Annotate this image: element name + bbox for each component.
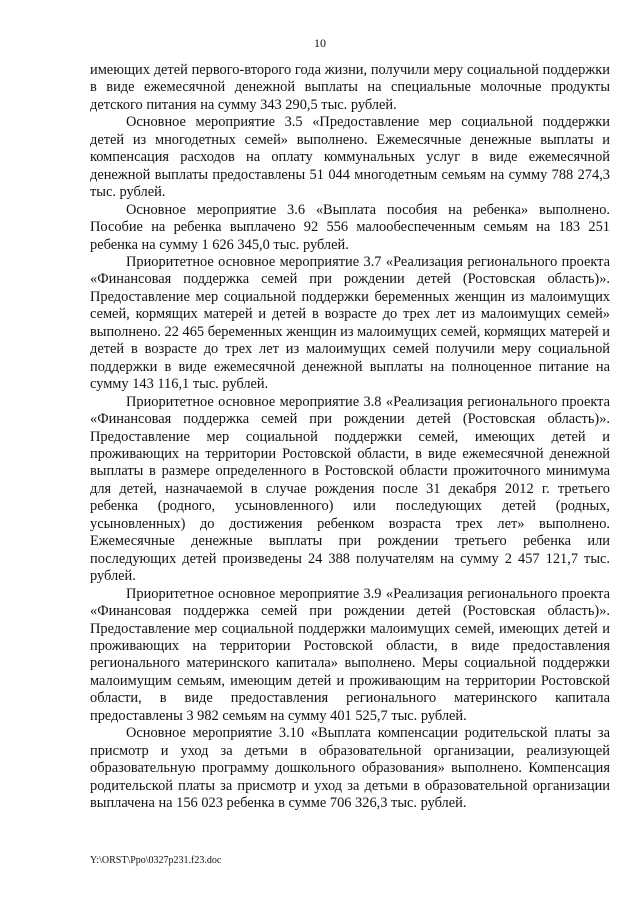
page-number: 10 [314,36,326,50]
paragraph-measure-3-7: Приоритетное основное мероприятие 3.7 «Реализация регионального проекта «Финансовая поддержка семей при рождении детей (Ростовская область)». Предоставление мер социальной поддержки беременных женщин из малоимущих семей, кормящих матерей и детей в возрасте до трех лет из малоимущих семей» выполнено. 22 465 беременных женщин из малоимущих семей, кормящих матерей и детей в возрасте до трех лет из малоимущих семей получили меру социальной поддержки в виде ежемесячной денежной выплаты на полноценное питание на сумму 143 116,1 тыс. рублей. [90,253,610,393]
paragraph-measure-3-8: Приоритетное основное мероприятие 3.8 «Реализация регионального проекта «Финансовая поддержка семей при рождении детей (Ростовская область)». Предоставление мер социальной поддержки семей, имеющих детей и проживающих на территории Ростовской области, в виде ежемесячной денежной выплаты в размере определенного в Ростовской области прожиточного минимума для детей, назначаемой в случае рождения после 31 декабря 2012 г. третьего ребенка (родного, усыновленного) или последующих детей (родных, усыновленных) до достижения ребенком возраста трех лет» выполнено. Ежемесячные денежные выплаты при рождении третьего ребенка или последующих детей произведены 24 388 получателям на сумму 2 457 121,7 тыс. рублей. [90,393,610,585]
footer-file-path: Y:\ORST\Ppo\0327p231.f23.doc [90,855,222,866]
paragraph-measure-3-9: Приоритетное основное мероприятие 3.9 «Реализация регионального проекта «Финансовая поддержка семей при рождении детей (Ростовская область)». Предоставление мер социальной поддержки малоимущих семей, имеющих детей и проживающих на территории Ростовской области, в виде предоставления регионального материнского капитала» выполнено. Меры социальной поддержки малоимущим семьям, имеющим детей и проживающим на территории Ростовской области, в виде предоставления регионального материнского капитала предоставлены 3 982 семьям на сумму 401 525,7 тыс. рублей. [90,585,610,724]
paragraph-measure-3-6: Основное мероприятие 3.6 «Выплата пособия на ребенка» выполнено. Пособие на ребенка выплачено 92 556 малообеспеченным семьям на 183 251 ребенка на сумму 1 626 345,0 тыс. рублей. [90,201,610,253]
document-body [90,62,610,812]
paragraph-continuation: имеющих детей первого-второго года жизни, получили меру социальной поддержки в виде ежемесячной денежной выплаты на специальные молочные продукты детского питания на сумму 343 290,5 тыс. рублей. [90,62,610,113]
paragraph-measure-3-10: Основное мероприятие 3.10 «Выплата компенсации родительской платы за присмотр и уход за детьми в образовательной организации, реализующей образовательную программу дошкольного образования» выполнено. Компенсация родительской платы за присмотр и уход за детьми в образовательной организации выплачена на 156 023 ребенка в сумме 706 326,3 тыс. рублей. [90,725,610,812]
paragraph-measure-3-5: Основное мероприятие 3.5 «Предоставление мер социальной поддержки детей из многодетных семей» выполнено. Ежемесячные денежные выплаты и компенсация расходов на оплату коммунальных услуг в виде ежемесячной денежной выплаты предоставлены 51 044 многодетным семьям на сумму 788 274,3 тыс. рублей. [90,114,610,201]
